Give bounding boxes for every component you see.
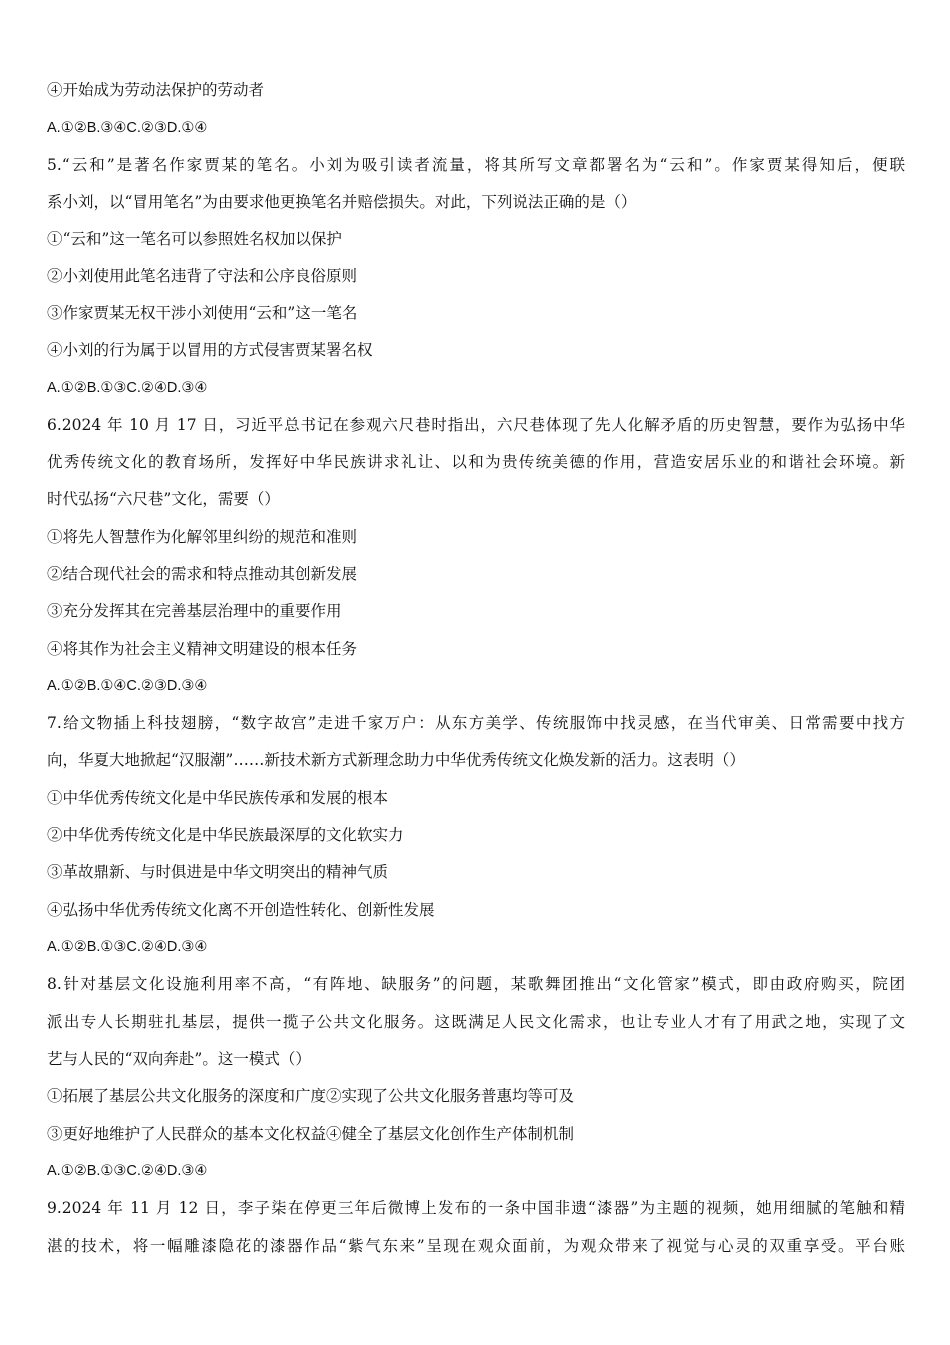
answer-choices: A.①②B.①③C.②④D.③④ — [47, 1163, 208, 1179]
option-line: ①“云和”这一笔名可以参照姓名权加以保护 — [47, 230, 342, 248]
option-line: ④弘扬中华优秀传统文化离不开创造性转化、创新性发展 — [47, 901, 435, 919]
question-5-stem: 系小刘，以“冒用笔名”为由要求他更换笔名并赔偿损失。对此，下列说法正确的是（） — [47, 193, 637, 211]
option-line: ①中华优秀传统文化是中华民族传承和发展的根本 — [47, 789, 389, 807]
option-line: ④将其作为社会主义精神文明建设的根本任务 — [47, 640, 358, 658]
answer-choices: A.①②B.①④C.②③D.③④ — [47, 678, 208, 694]
question-8-stem: 艺与人民的“双向奔赴”。这一模式（） — [47, 1050, 311, 1068]
option-line: ③革故鼎新、与时俱进是中华文明突出的精神气质 — [47, 863, 389, 881]
option-line: ③充分发挥其在完善基层治理中的重要作用 — [47, 602, 342, 620]
question-8-stem: 8.针对基层文化设施利用率不高，“有阵地、缺服务”的问题，某歌舞团推出“文化管家”模式，即由政府购买，院团 — [47, 975, 905, 993]
question-5-stem: 5.“云和”是著名作家贾某的笔名。小刘为吸引读者流量，将其所写文章都署名为“云和”。作家贾某得知后，便联 — [47, 156, 905, 174]
question-7-stem: 7.给文物插上科技翅膀，“数字故宫”走进千家万户：从东方美学、传统服饰中找灵感，在当代审美、日常需要中找方 — [47, 714, 905, 732]
question-6-stem: 时代弘扬“六尺巷”文化，需要（） — [47, 490, 280, 508]
option-line: ②中华优秀传统文化是中华民族最深厚的文化软实力 — [47, 826, 404, 844]
answer-choices: A.①②B.①③C.②④D.③④ — [47, 939, 208, 955]
option-line: ④开始成为劳动法保护的劳动者 — [47, 81, 265, 99]
question-6-stem: 优秀传统文化的教育场所，发挥好中华民族讲求礼让、以和为贵传统美德的作用，营造安居乐业的和谐社会环境。新 — [47, 453, 905, 471]
option-line: ②结合现代社会的需求和特点推动其创新发展 — [47, 565, 358, 583]
question-7-stem: 向，华夏大地掀起“汉服潮”……新技术新方式新理念助力中华优秀传统文化焕发新的活力。这表明（） — [47, 751, 745, 769]
question-6-stem: 6.2024 年 10 月 17 日，习近平总书记在参观六尺巷时指出，六尺巷体现了先人化解矛盾的历史智慧，要作为弘扬中华 — [47, 416, 905, 434]
option-line: ①拓展了基层公共文化服务的深度和广度②实现了公共文化服务普惠均等可及 — [47, 1087, 575, 1105]
option-line: ③作家贾某无权干涉小刘使用“云和”这一笔名 — [47, 304, 358, 322]
option-line: ②小刘使用此笔名违背了守法和公序良俗原则 — [47, 267, 358, 285]
option-line: ④小刘的行为属于以冒用的方式侵害贾某署名权 — [47, 341, 373, 359]
question-8-stem: 派出专人长期驻扎基层，提供一揽子公共文化服务。这既满足人民文化需求，也让专业人才有了用武之地，实现了文 — [47, 1013, 905, 1031]
option-line: ①将先人智慧作为化解邻里纠纷的规范和准则 — [47, 528, 358, 546]
option-line: ③更好地维护了人民群众的基本文化权益④健全了基层文化创作生产体制机制 — [47, 1125, 575, 1143]
question-9-stem: 9.2024 年 11 月 12 日，李子柒在停更三年后微博上发布的一条中国非遗“漆器”为主题的视频，她用细腻的笔触和精 — [47, 1199, 905, 1217]
question-9-stem: 湛的技术，将一幅雕漆隐花的漆器作品“紫气东来”呈现在观众面前，为观众带来了视觉与心灵的双重享受。平台账 — [47, 1237, 905, 1255]
answer-choices: A.①②B.③④C.②③D.①④ — [47, 120, 208, 136]
answer-choices: A.①②B.①③C.②④D.③④ — [47, 380, 208, 396]
